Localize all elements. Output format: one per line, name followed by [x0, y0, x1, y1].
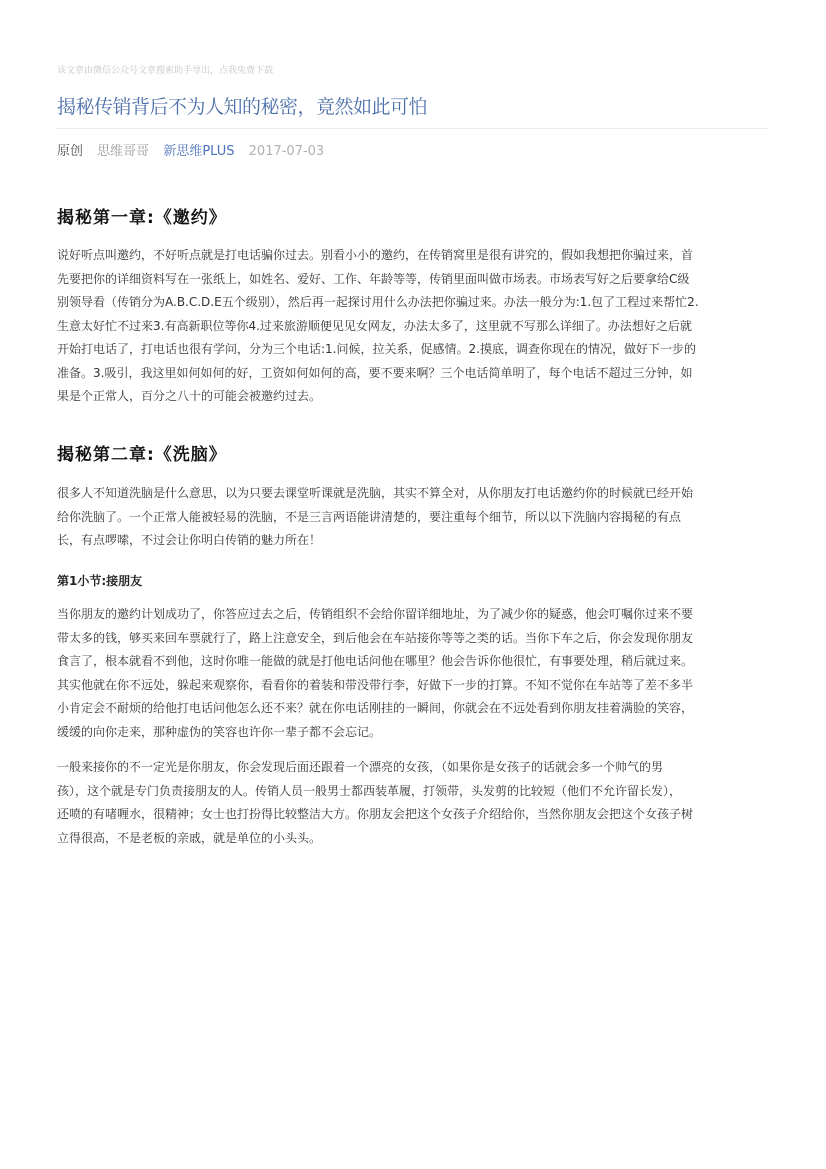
paragraph-line: 准备。3.吸引，我这里如何如何的好，工资如何如何的高，要不要来啊？三个电话简单明了，每个电话不超过三分钟，如 [57, 365, 693, 380]
chapter-2-intro [57, 482, 769, 553]
paragraph-line: 当你朋友的邀约计划成功了，你答应过去之后，传销组织不会给你留详细地址，为了减少你的疑惑，他会叮嘱你过来不要 [57, 607, 694, 621]
paragraph-line: 立得很高，不是老板的亲戚，就是单位的小头头。 [57, 830, 322, 845]
paragraph-line: 很多人不知道洗脑是什么意思，以为只要去课堂听课就是洗脑，其实不算全对，从你朋友打电话邀约你的时候就已经开始 [57, 486, 694, 500]
paragraph-line: 孩），这个就是专门负责接朋友的人。传销人员一般男士都西装革履，打领带，头发剪的比较短（他们不允许留长发）， [57, 783, 682, 798]
account-link[interactable]: 新思维PLUS [163, 144, 235, 159]
section-1-paragraph-2 [57, 756, 769, 850]
paragraph-line: 别领导看（传销分为A.B.C.D.E五个级别），然后再一起探讨用什么办法把你骗过来。办法一般分为:1.包了工程过来帮忙2. [57, 295, 699, 309]
paragraph-line: 长，有点啰嗦，不过会让你明白传销的魅力所在！ [57, 533, 322, 547]
paragraph-line: 小肯定会不耐烦的给他打电话问他怎么还不来？就在你电话刚挂的一瞬间，你就会在不远处看到你朋友挂着满脸的笑容， [57, 701, 694, 715]
article-title: 揭秘传销背后不为人知的秘密，竟然如此可怕 [57, 92, 769, 129]
paragraph-line: 给你洗脑了。一个正常人能被轻易的洗脑，不是三言两语能讲清楚的，要注重每个细节，所以以下洗脑内容揭秘的有点 [57, 509, 682, 524]
paragraph-line: 带太多的钱，够买来回车票就行了，路上注意安全，到后他会在车站接你等等之类的话。当你下车之后，你会发现你朋友 [57, 630, 694, 645]
paragraph-line: 食言了，根本就看不到他，这时你唯一能做的就是打他电话问他在哪里？他会告诉你他很忙，有事要处理，稍后就过来。 [57, 654, 694, 668]
paragraph-line: 开始打电话了，打电话也很有学问，分为三个电话:1.问候，拉关系，促感情。2.摸底，调查你现在的情况，做好下一步的 [57, 342, 696, 356]
chapter-1-paragraph [57, 244, 769, 409]
chapter-2-heading: 揭秘第二章:《洗脑》 [57, 445, 227, 465]
paragraph-line: 其实他就在你不远处，躲起来观察你，看看你的着装和带没带行李，好做下一步的打算。不知不觉你在车站等了差不多半 [57, 677, 694, 692]
paragraph-line: 生意太好忙不过来3.有高新职位等你4.过来旅游顺便见见女网友，办法太多了，这里就不写那么详细了。办法想好之后就 [57, 318, 692, 333]
paragraph-line: 果是个正常人，百分之八十的可能会被邀约过去。 [57, 389, 322, 403]
paragraph-line: 一般来接你的不一定光是你朋友，你会发现后面还跟着一个漂亮的女孩，（如果你是女孩子的话就会多一个帅气的男 [57, 760, 664, 774]
article-meta [57, 140, 334, 159]
export-note-link[interactable]: 该文章由微信公众号文章搜索助手导出，点我免费下载 [57, 66, 274, 76]
original-label: 原创 [57, 144, 84, 159]
paragraph-line: 先要把你的详细资料写在一张纸上，如姓名、爱好、工作、年龄等等，传销里面叫做市场表。市场表写好之后要拿给C级 [57, 271, 690, 286]
section-1-heading: 第1小节:接朋友 [57, 574, 143, 588]
chapter-1-heading: 揭秘第一章:《邀约》 [57, 208, 227, 228]
publish-date: 2017-07-03 [248, 144, 325, 159]
author-name: 思维哥哥 [97, 144, 150, 159]
paragraph-line: 说好听点叫邀约，不好听点就是打电话骗你过去。别看小小的邀约，在传销窝里是很有讲究的，假如我想把你骗过来，首 [57, 248, 694, 262]
section-1-paragraph-1 [57, 603, 769, 744]
paragraph-line: 还喷的有啫喱水，很精神；女士也打扮得比较整洁大方。你朋友会把这个女孩子介绍给你，当然你朋友会把这个女孩子树 [57, 807, 694, 821]
paragraph-line: 缓缓的向你走来，那种虚伪的笑容也许你一辈子都不会忘记。 [57, 724, 382, 739]
